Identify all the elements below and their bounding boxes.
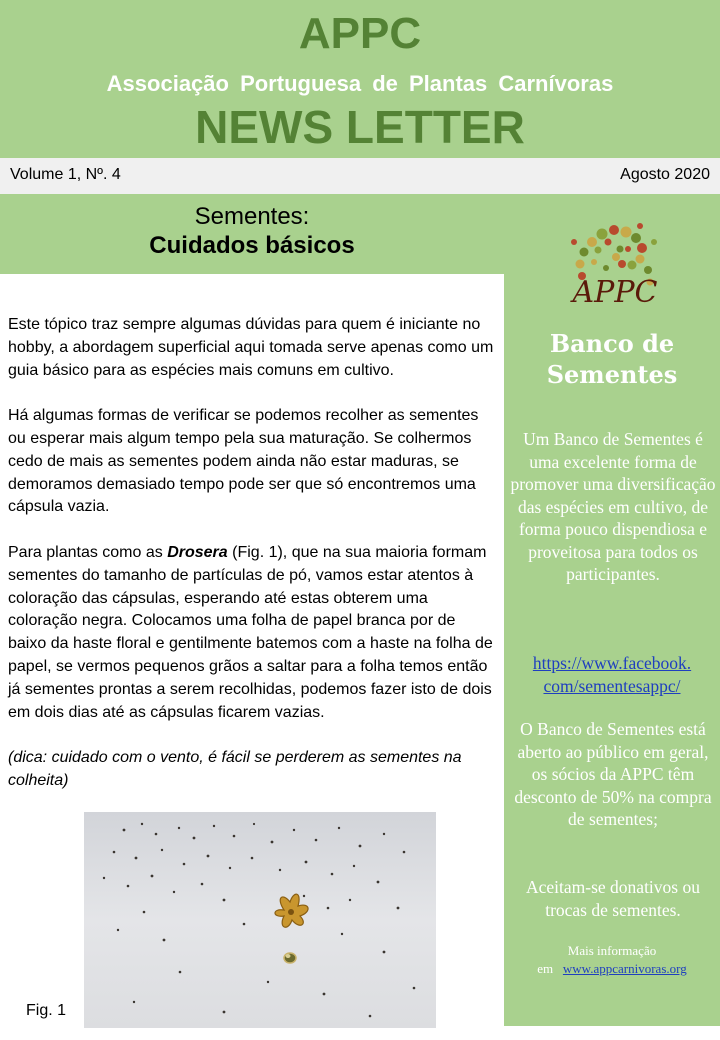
masthead-association: Associação Portuguesa de Plantas Carnívoras <box>106 71 614 96</box>
sidebar-title <box>504 328 720 390</box>
issue-volume: Volume 1, Nº. 4 <box>10 166 121 183</box>
article-title-line2: Cuidados básicos <box>149 232 355 259</box>
article-title-line1: Sementes: <box>194 203 310 230</box>
facebook-link-line1[interactable]: https://www.facebook. <box>532 653 692 673</box>
article-paragraph-drosera <box>8 542 498 724</box>
sidebar-intro-text: Um Banco de Sementes é uma excelente forma de promover uma diversificação das espécies em cultivo, de forma pouco dispendiosa e proveitosa para todos os participantes. <box>510 429 716 584</box>
more-info-line <box>504 960 720 978</box>
issue-date: Agosto 2020 <box>620 166 710 183</box>
seed-stem <box>284 953 296 963</box>
article-tip: (dica: cuidado com o vento, é fácil se perderem as sementes na colheita) <box>8 749 462 789</box>
website-link[interactable]: www.appcarnivoras.org <box>562 961 687 976</box>
drosera-intro: Para plantas como as <box>8 543 168 561</box>
figure-caption: Fig. 1 <box>26 1002 67 1019</box>
sidebar-availability-text: O Banco de Sementes está aberto ao público em geral, os sócios da APPC têm desconto de 50% na compra de sementes; <box>514 719 712 829</box>
sidebar-seed-bank <box>504 194 720 1026</box>
masthead <box>0 0 720 158</box>
sidebar-title-line1: Banco de <box>549 329 675 358</box>
drosera-rest: (Fig. 1), que na sua maioria formam sementes do tamanho de partículas de pó, vamos estar atentos à coloração das cápsulas, esperando até estas obterem uma coloração negra. Colocamos uma folha de papel branca por de baixo da haste floral e gentilmente batemos com a haste na folha de papel, se vermos pequenos grãos a saltar para a folha temos então já sementes prontas a serem recolhidas, podemos fazer isto de dois em dois dias até as cápsulas ficarem vazias. <box>8 543 493 721</box>
masthead-acronym: APPC <box>298 9 422 58</box>
article-title-box <box>0 194 504 274</box>
seeds-photo <box>84 812 436 1028</box>
masthead-newsletter: NEWS LETTER <box>195 101 525 153</box>
more-info-prefix: em <box>537 961 554 976</box>
issue-bar <box>0 158 720 194</box>
article-paragraph-intro: Este tópico traz sempre algumas dúvidas para quem é iniciante no hobby, a abordagem superficial aqui tomada serve apenas como um guia básico para as espécies mais comuns em cultivo. <box>8 316 494 379</box>
article-body <box>8 314 498 816</box>
appc-logo <box>552 212 678 308</box>
sidebar-more-info <box>504 942 720 978</box>
facebook-link-line2[interactable]: com/sementesappc/ <box>543 675 681 696</box>
article-paragraph-maturation: Há algumas formas de verificar se podemos recolher as sementes ou esperar mais algum tempo pela sua maturação. Se colhermos cedo de mais as sementes podem ainda não estar maduras, se demoramos demasiado tempo pode ser que só encontremos uma cápsula vazia. <box>8 407 479 516</box>
facebook-link[interactable] <box>504 652 720 697</box>
logo-text: APPC <box>572 275 658 308</box>
more-info-label: Mais informação <box>567 943 657 958</box>
drosera-genus: Drosera <box>167 543 228 561</box>
sidebar-title-line2: Sementes <box>546 360 678 389</box>
sidebar-donations-text: Aceitam-se donativos ou trocas de sementes. <box>526 877 700 920</box>
